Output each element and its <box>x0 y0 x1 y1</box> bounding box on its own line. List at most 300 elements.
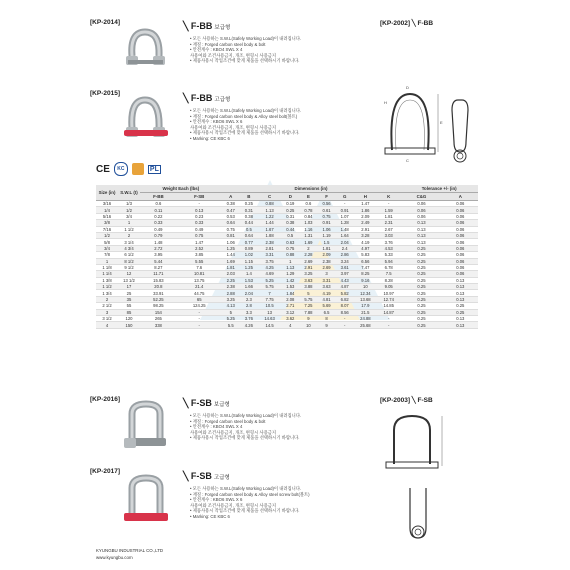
column-header: F-BB <box>140 193 177 201</box>
table-cell: 2.8 <box>240 303 258 309</box>
table-cell: 1.44 <box>222 252 240 258</box>
table-cell: - <box>177 201 222 207</box>
svg-text:H: H <box>384 100 387 105</box>
table-cell: 0.06 <box>400 213 442 219</box>
table-cell: - <box>177 322 222 328</box>
table-cell: 5.82 <box>336 290 354 296</box>
table-cell: 3.25 <box>222 296 240 302</box>
table-cell: 4.19 <box>354 239 377 245</box>
table-cell: 1.16 <box>299 226 317 232</box>
table-cell: 1 1/2 <box>118 226 140 232</box>
table-cell: 0.06 <box>443 252 478 258</box>
column-header: C <box>258 193 281 201</box>
bow-shackle-image <box>118 26 173 81</box>
svg-text:D: D <box>406 85 409 90</box>
ce-mark: CE <box>96 163 110 175</box>
table-cell: 5 <box>299 290 317 296</box>
table-cell: - <box>177 316 222 322</box>
table-cell: 2 1/2 <box>96 303 118 309</box>
table-cell: 0.25 <box>240 201 258 207</box>
table-cell: 1.69 <box>222 258 240 264</box>
table-cell: 5.75 <box>258 284 281 290</box>
table-cell: 2.38 <box>222 284 240 290</box>
column-header: G <box>336 193 354 201</box>
table-cell: 3.63 <box>299 277 317 283</box>
table-cell: 0.49 <box>140 226 177 232</box>
table-cell: 1.66 <box>240 284 258 290</box>
table-cell: 3.31 <box>317 277 335 283</box>
table-cell: 33.91 <box>140 290 177 296</box>
table-cell: 3 <box>96 309 118 315</box>
table-cell: 0.11 <box>140 207 177 213</box>
table-cell: 2.91 <box>354 226 377 232</box>
table-cell: 13.75 <box>177 277 222 283</box>
table-cell: 8 1/2 <box>118 258 140 264</box>
table-cell: 1.81 <box>222 264 240 270</box>
table-cell: 3.85 <box>177 252 222 258</box>
table-cell: 150 <box>118 322 140 328</box>
table-cell: 0.89 <box>240 245 258 251</box>
table-cell: 15.83 <box>140 277 177 283</box>
table-cell: 0.13 <box>400 220 442 226</box>
table-cell: 1.06 <box>222 239 240 245</box>
table-cell: 0.25 <box>443 303 478 309</box>
table-cell: 0.06 <box>443 271 478 277</box>
table-cell: 0.06 <box>443 245 478 251</box>
table-cell: 10 <box>354 284 377 290</box>
table-cell: 0.06 <box>443 239 478 245</box>
table-cell: 14.5 <box>258 322 281 328</box>
table-cell: 17.9 <box>354 303 377 309</box>
table-cell: 3.31 <box>258 252 281 258</box>
table-cell: 0.25 <box>400 290 442 296</box>
table-cell: 5.75 <box>299 296 317 302</box>
table-cell: 1/2 <box>118 207 140 213</box>
table-cell: 0.88 <box>281 252 299 258</box>
table-cell: 12 <box>118 271 140 277</box>
table-cell: 1.13 <box>281 264 299 270</box>
column-header: B <box>240 193 258 201</box>
table-cell: 1.5 <box>317 239 335 245</box>
table-cell: 1.47 <box>177 239 222 245</box>
table-cell: 1.29 <box>281 271 299 277</box>
table-cell: 0.56 <box>317 201 335 207</box>
table-cell: 2.86 <box>336 252 354 258</box>
product-code: [KP-2015] <box>90 90 120 97</box>
table-cell: 6.5 <box>317 309 335 315</box>
table-cell: 7.75 <box>258 296 281 302</box>
table-cell: 0.91 <box>336 207 354 213</box>
certification-marks <box>96 162 161 176</box>
table-cell: 0.06 <box>443 258 478 264</box>
table-cell: 4.26 <box>240 322 258 328</box>
table-cell: 6.56 <box>354 258 377 264</box>
table-cell: 2.25 <box>222 277 240 283</box>
table-cell: 0.75 <box>222 226 240 232</box>
table-cell: 1.02 <box>240 252 258 258</box>
table-cell: 65 <box>177 296 222 302</box>
table-cell: 9 <box>317 322 335 328</box>
table-cell: 1.84 <box>281 290 299 296</box>
table-cell: 0.75 <box>317 213 335 219</box>
table-cell: 0.13 <box>443 316 478 322</box>
table-cell: - <box>177 309 222 315</box>
table-cell: 0.25 <box>400 264 442 270</box>
table-cell: 0.44 <box>281 226 299 232</box>
product-description: • 모든 사용하는 S.W.L(Safely Working Load)이 내려집니다. • 재질 : Forged carbon steel body & Alloy steel bolt(볼트) • 안전계수 : KBO6 SWL X 6 사용여와 조건사용금지, 개조, 변형시 사용금지 • 제품사용시 작업조건에 맞게 제품을 선택하시기 바랍니다. • Marking: CE KBC 6 <box>190 108 302 141</box>
table-cell: 0.25 <box>400 322 442 328</box>
table-cell: 1.13 <box>258 207 281 213</box>
table-cell: 5.44 <box>140 258 177 264</box>
table-cell: 12.34 <box>354 290 377 296</box>
table-cell: 20.8 <box>140 284 177 290</box>
table-cell: 3.61 <box>336 264 354 270</box>
table-cell: 1.59 <box>377 207 400 213</box>
table-cell: 12.74 <box>377 296 400 302</box>
table-cell: 11.71 <box>140 271 177 277</box>
table-cell: 3/8 <box>96 220 118 226</box>
table-cell: 0.13 <box>443 284 478 290</box>
footer-company: KYUNGBU INDUSTRIAL CO.,LTD <box>96 548 164 553</box>
table-cell: 1.53 <box>281 284 299 290</box>
table-cell: 0.31 <box>281 213 299 219</box>
table-cell: 7.47 <box>354 264 377 270</box>
table-cell: 0.81 <box>222 232 240 238</box>
table-cell: 3.24 <box>336 258 354 264</box>
table-cell: 0.13 <box>443 322 478 328</box>
table-cell: 0.88 <box>258 201 281 207</box>
table-cell: 3.25 <box>299 271 317 277</box>
table-cell: 2.72 <box>140 245 177 251</box>
table-cell: 0.49 <box>177 226 222 232</box>
table-cell: 9 <box>299 316 317 322</box>
table-row <box>96 322 478 328</box>
table-cell: 25.68 <box>354 322 377 328</box>
table-cell: 0.25 <box>400 284 442 290</box>
table-cell: 2.09 <box>317 252 335 258</box>
table-cell: 1.28 <box>336 220 354 226</box>
table-cell: - <box>336 201 354 207</box>
table-cell: 0.91 <box>317 220 335 226</box>
table-cell: 0.61 <box>317 207 335 213</box>
table-cell: 8.56 <box>336 309 354 315</box>
table-cell: 1.15 <box>240 258 258 264</box>
table-cell: 2.04 <box>336 239 354 245</box>
table-cell: 0.64 <box>240 232 258 238</box>
table-cell: 4.97 <box>354 245 377 251</box>
table-cell: 0.13 <box>443 296 478 302</box>
quality-icon <box>132 163 144 175</box>
table-cell: 4.87 <box>336 284 354 290</box>
product-description: • 모든 사용하는 S.W.L(Safely Working Load)이 내려집니다. • 재질 : Forged carbon steel body & bolt • 안전계수 : KBO4 SWL X 4 사용여와 조건사용금지, 개조, 변형시 사용금지 • 제품사용시 작업조건에 맞게 제품을 선택하시기 바랍니다. <box>190 36 302 64</box>
dee-shackle-drawing <box>380 408 490 548</box>
table-cell: 1 1/8 <box>96 264 118 270</box>
table-cell: 3.97 <box>336 271 354 277</box>
table-cell: 9.16 <box>354 277 377 283</box>
table-cell: 0.79 <box>140 232 177 238</box>
table-cell: 4.69 <box>258 271 281 277</box>
table-cell: 3.75 <box>258 258 281 264</box>
table-cell: 2.52 <box>177 245 222 251</box>
table-cell: 0.53 <box>222 213 240 219</box>
table-cell: 85 <box>118 309 140 315</box>
table-cell: 0.25 <box>400 303 442 309</box>
table-cell: 5.25 <box>258 277 281 283</box>
table-cell: 0.75 <box>177 232 222 238</box>
table-cell: 44.75 <box>177 290 222 296</box>
product-title: ╲ F-BB 고급형 <box>183 93 231 103</box>
table-cell: 0.6 <box>299 201 317 207</box>
table-cell: 3/4 <box>118 213 140 219</box>
table-cell: 52.25 <box>140 296 177 302</box>
table-cell: 1/4 <box>96 207 118 213</box>
table-cell: 0.64 <box>222 220 240 226</box>
table-cell: 3.3 <box>240 309 258 315</box>
table-cell: 13.68 <box>354 296 377 302</box>
table-row <box>96 277 478 283</box>
table-cell: 0.06 <box>443 264 478 270</box>
table-cell: 3/4 <box>96 245 118 251</box>
table-cell: 1.25 <box>240 264 258 270</box>
table-cell: 3.88 <box>299 284 317 290</box>
table-cell: 3.63 <box>317 284 335 290</box>
table-cell: 0.63 <box>281 239 299 245</box>
column-header: K <box>377 193 400 201</box>
table-cell: 0.5 <box>240 226 258 232</box>
table-cell: 10.5 <box>258 303 281 309</box>
table-cell: 3/16 <box>96 201 118 207</box>
column-header: A <box>222 193 240 201</box>
table-cell: 1.88 <box>258 232 281 238</box>
table-cell: 1 <box>118 220 140 226</box>
table-cell: 7.88 <box>299 309 317 315</box>
bow-shackle-drawing <box>380 80 490 170</box>
product-title: ╲ F-SB 보급형 <box>183 398 230 408</box>
table-cell: 1.4 <box>240 271 258 277</box>
table-cell: 2.38 <box>258 239 281 245</box>
table-cell: 1/2 <box>96 232 118 238</box>
col-swl: S.W.L (t) <box>118 185 140 201</box>
table-cell: 3.62 <box>281 316 299 322</box>
column-header: F-SB <box>177 193 222 201</box>
table-cell: 4.19 <box>317 290 335 296</box>
table-cell: 2 <box>299 245 317 251</box>
column-header: C&G <box>400 193 442 201</box>
product-code: [KP-2002] ╲ F-BB <box>380 20 434 27</box>
table-cell: 2.04 <box>240 290 258 296</box>
table-cell: 2.03 <box>222 271 240 277</box>
table-cell: 24.88 <box>354 316 377 322</box>
table-cell: 1.07 <box>336 213 354 219</box>
product-code: [KP-2017] <box>90 468 120 475</box>
table-cell: 1.64 <box>336 232 354 238</box>
table-cell: 0.13 <box>177 207 222 213</box>
table-cell: 4.43 <box>336 277 354 283</box>
footer-url[interactable]: www.kyungbu.com <box>96 555 133 560</box>
table-cell: 0.25 <box>400 296 442 302</box>
table-cell: 2.09 <box>354 213 377 219</box>
table-cell: 1.69 <box>299 239 317 245</box>
table-cell: 8.25 <box>354 271 377 277</box>
table-cell: 0.23 <box>177 213 222 219</box>
table-cell: 17 <box>118 284 140 290</box>
table-cell: 2.38 <box>317 258 335 264</box>
product-title: ╲ F-SB 고급형 <box>183 471 230 481</box>
table-cell: - <box>336 322 354 328</box>
table-cell: 14.63 <box>258 316 281 322</box>
table-cell: 3.76 <box>240 316 258 322</box>
table-cell: 0.31 <box>240 207 258 213</box>
svg-text:E: E <box>440 120 443 125</box>
table-cell: 6.78 <box>377 264 400 270</box>
col-weight: Weight Each (lbs) <box>140 185 222 193</box>
table-cell: 2.69 <box>317 264 335 270</box>
table-cell: 4 <box>281 322 299 328</box>
table-cell: 1.67 <box>258 226 281 232</box>
table-cell: 0.13 <box>400 239 442 245</box>
table-cell: 0.22 <box>140 213 177 219</box>
table-cell: 1 3/8 <box>96 277 118 283</box>
table-cell: 0.84 <box>299 213 317 219</box>
table-cell: 3.95 <box>140 252 177 258</box>
table-cell: 0.06 <box>443 213 478 219</box>
table-cell: 55 <box>118 303 140 309</box>
table-cell: 8.07 <box>336 303 354 309</box>
table-cell: 1.22 <box>258 213 281 219</box>
table-cell: 2 <box>118 232 140 238</box>
table-cell: 2.4 <box>336 245 354 251</box>
table-cell: 1.42 <box>281 277 299 283</box>
table-cell: 0.5 <box>281 232 299 238</box>
table-cell: 14.87 <box>377 309 400 315</box>
table-cell: 5.83 <box>354 252 377 258</box>
table-cell: 5.25 <box>222 316 240 322</box>
table-cell: 0.25 <box>281 207 299 213</box>
table-cell: 0.06 <box>443 232 478 238</box>
table-cell: 0.25 <box>400 316 442 322</box>
table-cell: 3 1/4 <box>118 239 140 245</box>
table-cell: - <box>377 201 400 207</box>
table-cell: 265 <box>140 316 177 322</box>
table-cell: 0.13 <box>400 232 442 238</box>
table-cell: 10.97 <box>377 290 400 296</box>
table-cell: 25 <box>118 290 140 296</box>
table-cell: 8 <box>317 316 335 322</box>
table-cell: 2.71 <box>281 303 299 309</box>
table-cell: 0.25 <box>443 309 478 315</box>
table-cell: 1.81 <box>377 213 400 219</box>
table-cell: 1.86 <box>354 207 377 213</box>
table-cell: 0.6 <box>140 201 177 207</box>
column-header: H <box>354 193 377 201</box>
table-cell: 7.5 <box>377 271 400 277</box>
table-cell: - <box>336 316 354 322</box>
table-cell: 5/8 <box>96 239 118 245</box>
table-cell: 13 <box>258 309 281 315</box>
table-cell: 10 <box>299 322 317 328</box>
table-cell: 3.76 <box>377 239 400 245</box>
table-cell: 0.38 <box>222 201 240 207</box>
table-cell: 2.91 <box>299 264 317 270</box>
table-cell: 3.03 <box>377 232 400 238</box>
table-cell: 5.55 <box>177 258 222 264</box>
table-cell: 2.3 <box>240 296 258 302</box>
table-cell: 1.19 <box>317 232 335 238</box>
table-cell: 2.67 <box>377 226 400 232</box>
table-cell: 1 <box>281 258 299 264</box>
product-code: [KP-2016] <box>90 396 120 403</box>
table-cell: 4.13 <box>222 303 240 309</box>
table-cell: 5.33 <box>377 252 400 258</box>
table-cell: 4.81 <box>317 296 335 302</box>
table-cell: 1.48 <box>336 226 354 232</box>
table-cell: 2.31 <box>377 220 400 226</box>
table-cell: 0.25 <box>400 258 442 264</box>
table-cell: 14.85 <box>377 303 400 309</box>
col-dimensions: Dimensions (in) <box>222 185 401 193</box>
table-row <box>96 290 478 296</box>
table-cell: 5 <box>222 309 240 315</box>
svg-text:C: C <box>406 158 409 163</box>
table-cell: 2.69 <box>299 258 317 264</box>
table-cell: 0.33 <box>177 220 222 226</box>
table-cell: 0.38 <box>281 220 299 226</box>
table-cell: 0.25 <box>400 245 442 251</box>
table-cell: 1.48 <box>140 239 177 245</box>
table-cell: 35 <box>118 296 140 302</box>
column-header: F <box>317 193 335 201</box>
column-header: E <box>299 193 317 201</box>
product-description: • 모든 사용하는 S.W.L(Safely Working Load)이 내려집니다. • 재질 : Forged carbon steel body & bolt • 안전계수 : KBO4 SWL X 4 사용여와 조건사용금지, 개조, 변형시 사용금지 • 제품사용시 작업조건에 맞게 제품을 선택하시기 바랍니다. <box>190 413 302 441</box>
table-cell: 2.88 <box>222 290 240 296</box>
table-cell: 5.5 <box>222 322 240 328</box>
table-cell: 7.25 <box>299 303 317 309</box>
table-cell: 3 <box>317 271 335 277</box>
table-cell: 1 1/4 <box>96 271 118 277</box>
table-cell: 0.78 <box>299 207 317 213</box>
table-cell: 10.81 <box>177 271 222 277</box>
table-cell: 98.25 <box>140 303 177 309</box>
column-header: D <box>281 193 299 201</box>
table-cell: 0.13 <box>400 226 442 232</box>
table-cell: 0.25 <box>400 309 442 315</box>
table-cell: 2.49 <box>354 220 377 226</box>
spec-table <box>96 185 478 329</box>
table-cell: 1 1/2 <box>96 284 118 290</box>
table-cell: 7/16 <box>96 226 118 232</box>
table-cell: 1.25 <box>222 245 240 251</box>
table-cell: 6 1/2 <box>118 252 140 258</box>
table-cell: 0.06 <box>400 207 442 213</box>
table-cell: 0.38 <box>240 213 258 219</box>
table-cell: 21.5 <box>354 309 377 315</box>
table-cell: 1/3 <box>118 201 140 207</box>
table-cell: 8.27 <box>140 264 177 270</box>
table-cell: 5.69 <box>317 303 335 309</box>
table-cell: 1.03 <box>299 220 317 226</box>
table-cell: 3 1/2 <box>96 316 118 322</box>
table-cell: 2.08 <box>281 296 299 302</box>
table-cell: 1 3/4 <box>96 290 118 296</box>
table-cell: 0.19 <box>281 201 299 207</box>
table-cell: 0.75 <box>281 245 299 251</box>
product-code: [KP-2003] ╲ F-SB <box>380 397 433 404</box>
col-size: Size (in) <box>96 185 118 201</box>
table-cell: 1.53 <box>240 277 258 283</box>
table-cell: 0.25 <box>400 271 442 277</box>
table-cell: 0.06 <box>443 201 478 207</box>
table-cell: 8.28 <box>377 277 400 283</box>
